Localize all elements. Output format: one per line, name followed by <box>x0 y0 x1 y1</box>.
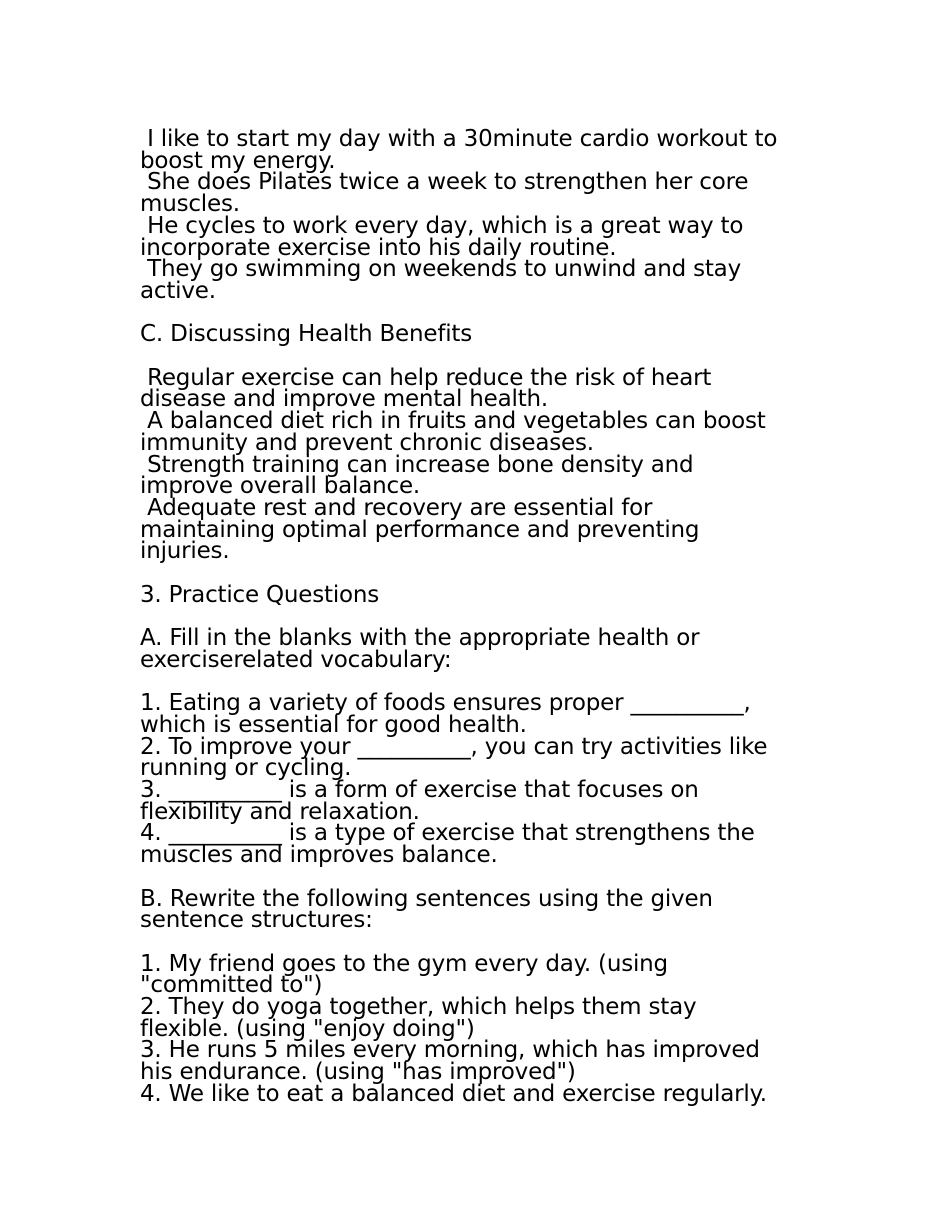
text-line: B. Rewrite the following sentences using the given <box>140 885 713 912</box>
text-line: running or cycling. <box>140 755 352 782</box>
text-line: Adequate rest and recovery are essential for <box>140 494 653 521</box>
sentence <box>140 364 840 413</box>
intro-sentences <box>140 126 840 304</box>
text-line: exerciserelated vocabulary: <box>140 646 452 673</box>
text-line: active. <box>140 277 216 304</box>
sentence <box>140 494 840 565</box>
part-a-instruction <box>140 625 840 673</box>
sentence <box>140 451 840 500</box>
text-line: 3. __________ is a form of exercise that focuses on <box>140 777 699 804</box>
text-line: 3. He runs 5 miles every morning, which has improved <box>140 1037 760 1064</box>
rewrite-list <box>140 950 840 1107</box>
question-item <box>140 690 840 738</box>
sentence <box>140 256 840 304</box>
text-line: sentence structures: <box>140 907 373 934</box>
fill-in-blank-list <box>140 690 840 869</box>
text-line: 4. __________ is a type of exercise that strengthens the <box>140 820 755 847</box>
question-item <box>140 1080 840 1107</box>
text-line: immunity and prevent chronic diseases. <box>140 429 594 456</box>
text-line: A balanced diet rich in fruits and vegetables can boost <box>140 408 766 435</box>
text-line: incorporate exercise into his daily routine. <box>140 234 617 261</box>
sentence <box>140 169 840 218</box>
sentence <box>140 126 840 174</box>
text-line: his endurance. (using "has improved") <box>140 1059 576 1086</box>
text-line: Strength training can increase bone density and <box>140 451 694 478</box>
text-line: 4. We like to eat a balanced diet and exercise regularly. <box>140 1080 767 1107</box>
text-line: improve overall balance. <box>140 473 421 500</box>
sentence <box>140 212 840 261</box>
document-page <box>140 126 840 1107</box>
question-item <box>140 733 840 782</box>
text-line: injuries. <box>140 538 230 565</box>
text-line: She does Pilates twice a week to strengthen her core <box>140 169 749 196</box>
text-line: muscles. <box>140 191 240 218</box>
section-heading: C. Discussing Health Benefits <box>140 321 473 348</box>
sentence <box>140 408 840 456</box>
question-item <box>140 1037 840 1086</box>
question-item <box>140 950 840 999</box>
question-item <box>140 777 840 825</box>
part-b-instruction <box>140 885 840 934</box>
text-line: flexibility and relaxation. <box>140 798 420 825</box>
text-line: 1. My friend goes to the gym every day. (using <box>140 950 668 977</box>
text-line: A. Fill in the blanks with the appropriate health or <box>140 625 700 652</box>
text-line: I like to start my day with a 30minute cardio workout to <box>140 126 778 152</box>
health-benefits-list <box>140 364 840 565</box>
text-line: muscles and improves balance. <box>140 842 498 869</box>
text-line: 1. Eating a variety of foods ensures proper __________, <box>140 690 751 717</box>
text-line: He cycles to work every day, which is a great way to <box>140 212 744 239</box>
text-line: flexible. (using "enjoy doing") <box>140 1015 475 1042</box>
text-line: boost my energy. <box>140 147 336 174</box>
section-heading: 3. Practice Questions <box>140 581 380 608</box>
text-line: which is essential for good health. <box>140 711 527 738</box>
question-item <box>140 820 840 869</box>
text-line: Regular exercise can help reduce the risk of heart <box>140 364 712 391</box>
text-line: disease and improve mental health. <box>140 386 548 413</box>
text-line: "committed to") <box>140 972 323 999</box>
text-line: 2. They do yoga together, which helps them stay <box>140 994 697 1021</box>
text-line: maintaining optimal performance and preventing <box>140 516 700 543</box>
text-line: They go swimming on weekends to unwind and stay <box>140 256 741 283</box>
question-item <box>140 994 840 1042</box>
text-line: 2. To improve your __________, you can try activities like <box>140 733 768 760</box>
